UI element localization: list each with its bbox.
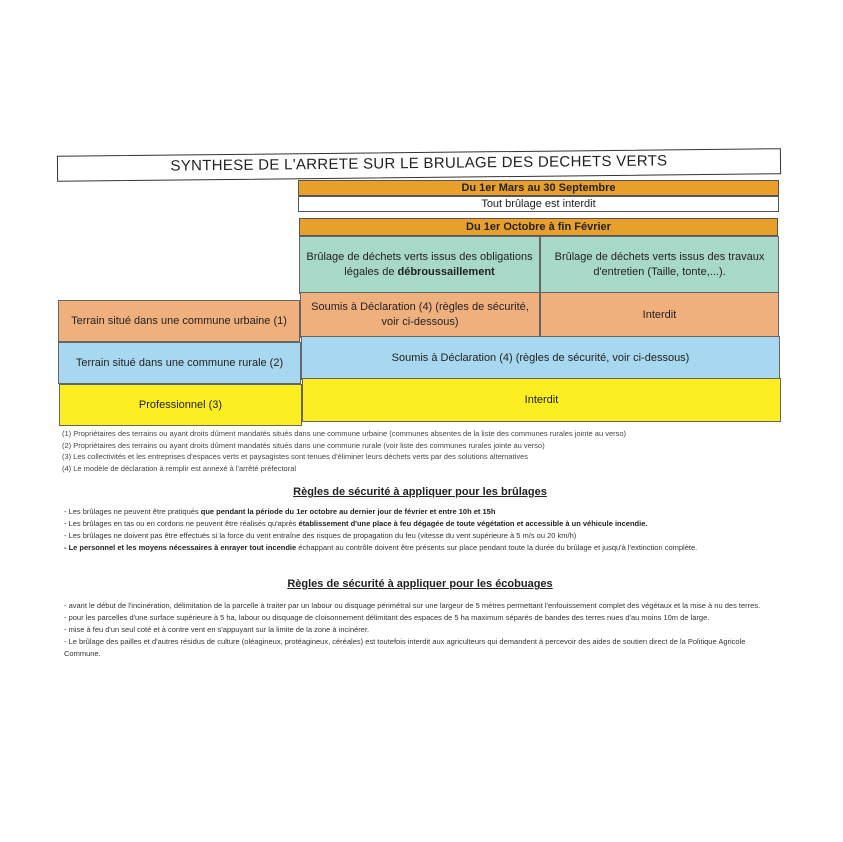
section1-title: Règles de sécurité à appliquer pour les brûlages — [293, 486, 547, 498]
footnotes — [62, 428, 782, 474]
period1-header: Du 1er Mars au 30 Septembre — [298, 180, 779, 196]
row2-label: Terrain situé dans une commune rurale (2) — [58, 342, 301, 384]
section1-item-2: - Les brûlages en tas ou en cordons ne peuvent être réalisés qu'après établissement d'une place à feu dégagée de toute végétation et accessible à un véhicule incendie. — [64, 519, 648, 528]
row1-col1: Soumis à Déclaration (4) (règles de sécurité, voir ci-dessous) — [300, 292, 540, 338]
section2-item-4: - Le brûlage des pailles et d'autres résidus de culture (oléagineux, protéagineux, céréales) est toutefois interdit aux agriculteurs qui demandent à percevoir des aides de soutien direct de la Politique Agricole Commune. — [64, 637, 746, 658]
section1-item-4: - Le personnel et les moyens nécessaires à enrayer tout incendie échappant au contrôle doivent être présents sur place pendant toute la durée du brûlage et jusqu'à l'extinction complète. — [64, 543, 698, 552]
row3-label: Professionnel (3) — [59, 384, 302, 426]
footnote-4: (4) Le modèle de déclaration à remplir est annexé à l'arrêté préfectoral — [62, 463, 297, 473]
footnote-1: (1) Propriétaires des terrains ou ayant droits dûment mandatés situés dans une commune urbaine (communes absentes de la liste des communes rurales jointe au verso) — [62, 429, 627, 438]
section1-item-3: - Les brûlages ne doivent pas être effectués si la force du vent entraîne des risques de propagation du feu (vitesse du vent supérieure à 5 m/s ou 20 km/h) — [64, 531, 577, 540]
section2-body — [64, 600, 780, 660]
page-title: SYNTHESE DE L'ARRETE SUR LE BRULAGE DES DECHETS VERTS — [57, 148, 781, 182]
col2-header: Brûlage de déchets verts issus des travaux d'entretien (Taille, tonte,...). — [540, 236, 779, 294]
section1-body — [64, 506, 780, 554]
row3-merged: Interdit — [302, 378, 781, 422]
footnote-3: (3) Les collectivités et les entreprises d'espaces verts et paysagistes sont tenues d'éliminer leurs déchets verts par des solutions alternatives — [62, 452, 529, 461]
col1-header — [299, 236, 540, 294]
row2-merged: Soumis à Déclaration (4) (règles de sécurité, voir ci-dessous) — [301, 336, 780, 380]
section2-title: Règles de sécurité à appliquer pour les écobuages — [287, 578, 553, 590]
period2-header: Du 1er Octobre à fin Février — [299, 218, 778, 236]
period1-body: Tout brûlage est interdit — [298, 196, 779, 212]
row1-col2: Interdit — [540, 292, 779, 338]
section2-item-3: - mise à feu d'un seul coté et à contre vent en s'appuyant sur la limite de la zone à incinérer. — [64, 625, 370, 634]
col1-header-text: Brûlage de déchets verts issus des obligations légales de — [306, 251, 533, 278]
section2-item-1: - avant le début de l'incinération, délimitation de la parcelle à traiter par un labour ou disquage périmétral sur une largeur de 5 mètres permettant l'enfouissement complet des végétaux et la mise à nu des terres. — [64, 601, 761, 610]
col1-header-bold: débroussaillement — [397, 266, 495, 278]
section2-item-2: - pour les parcelles d'une surface supérieure à 5 ha, labour ou disquage de cloisonnement délimitant des espaces de 5 ha maximum séparés de bandes des terres nues d'au moins 10m de large. — [64, 613, 710, 622]
row1-label: Terrain situé dans une commune urbaine (1) — [58, 300, 300, 342]
section1-item-1: - Les brûlages ne peuvent être pratiqués que pendant la période du 1er octobre au dernier jour de février et entre 10h et 15h — [64, 507, 496, 516]
footnote-2: (2) Propriétaires des terrains ou ayant droits dûment mandatés situés dans une commune rurale (voir liste des communes rurales jointe au verso) — [62, 440, 545, 450]
